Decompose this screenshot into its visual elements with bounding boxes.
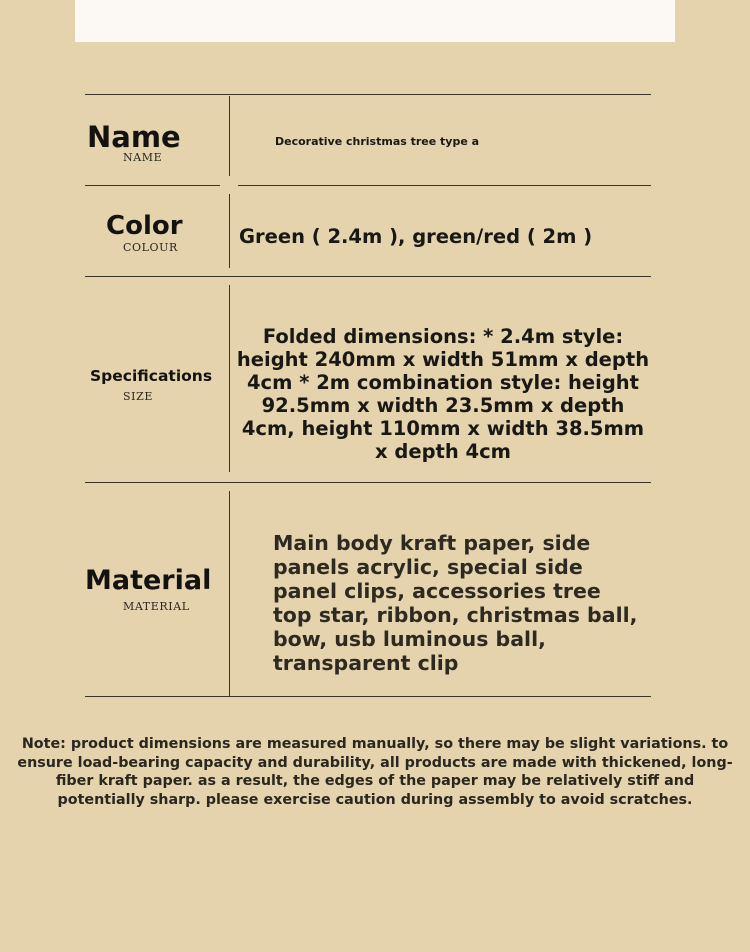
- column-divider: [229, 96, 230, 176]
- row-divider: [85, 185, 220, 186]
- specifications-label: Specifications: [90, 367, 213, 385]
- top-white-panel: [75, 0, 675, 42]
- column-divider: [229, 194, 230, 268]
- disclaimer-note: Note: product dimensions are measured manually, so there may be slight variations. to ensure load-bearing capacity and durability, all products are made with thickened, long-fiber kraft paper. as a result, the edges of the paper may be relatively stiff and potentially sharp. please exercise caution during assembly to avoid scratches.: [17, 736, 733, 808]
- specifications-value: Folded dimensions: * 2.4m style: height 240mm x width 51mm x depth 4cm * 2m combination style: height 92.5mm x width 23.5mm x depth 4cm, height 110mm x width 38.5mm x depth 4cm: [236, 325, 650, 463]
- name-label: Name: [87, 120, 181, 154]
- row-divider: [85, 276, 651, 277]
- color-value: Green ( 2.4m ), green/red ( 2m ): [239, 225, 593, 248]
- material-sublabel: MATERIAL: [123, 600, 190, 613]
- specifications-sublabel: SIZE: [123, 390, 153, 403]
- material-value: Main body kraft paper, side panels acrylic, special side panel clips, accessories tree top star, ribbon, christmas ball, bow, usb luminous ball, transparent clip: [273, 531, 638, 675]
- color-sublabel: COLOUR: [123, 241, 178, 254]
- column-divider: [229, 285, 230, 472]
- color-label: Color: [106, 211, 183, 241]
- column-divider: [229, 491, 230, 696]
- name-value: Decorative christmas tree type a: [275, 135, 480, 148]
- name-sublabel: NAME: [123, 151, 163, 164]
- material-label: Material: [85, 565, 212, 596]
- table-bottom-border: [85, 696, 651, 697]
- row-divider: [85, 482, 651, 483]
- table-top-border: [85, 94, 651, 95]
- row-divider: [238, 185, 651, 186]
